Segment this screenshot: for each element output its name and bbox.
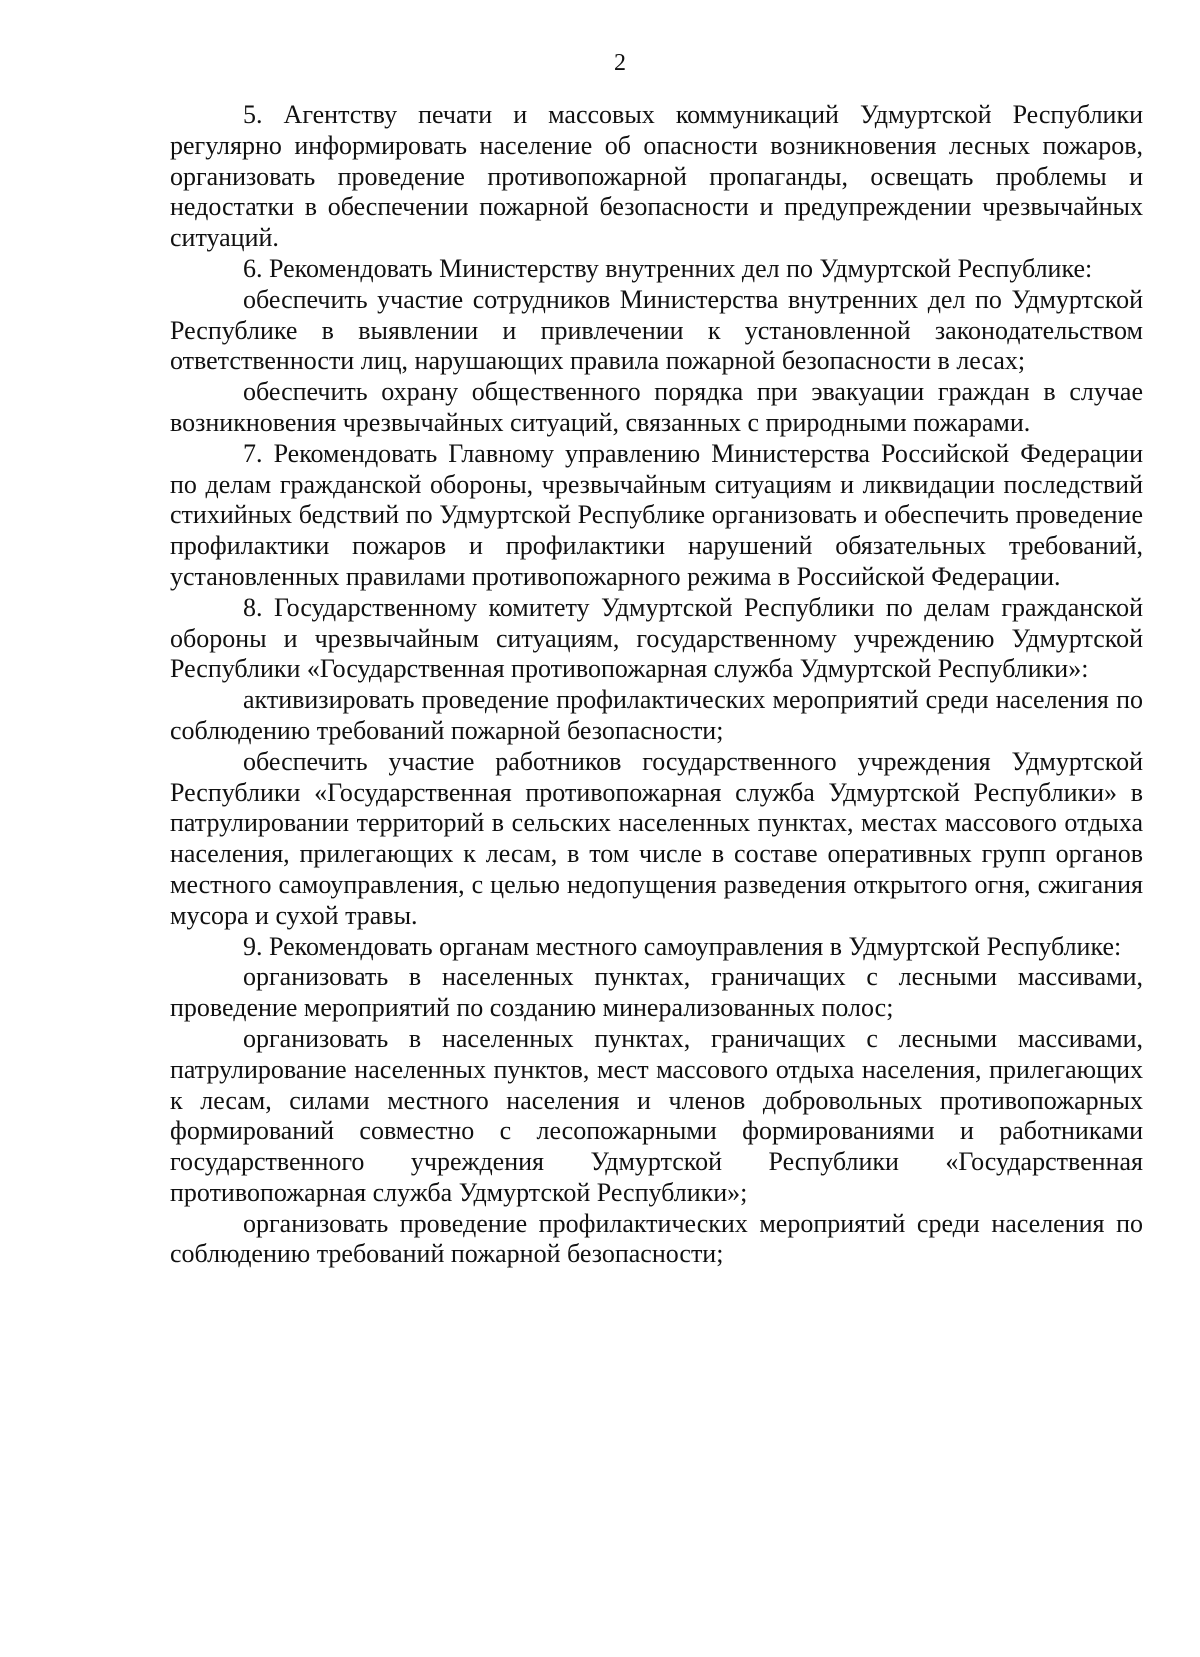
- paragraph-9-subitem-2: организовать в населенных пунктах, граничащих с лесными массивами, патрулирование населенных пунктов, мест массового отдыха населения, прилегающих к лесам, силами местного населения и членов добровольных противопожарных формирований совместно с лесопожарными формированиями и работниками государственного учреждения Удмуртской Республики «Государственная противопожарная служба Удмуртской Республики»;: [170, 1023, 1143, 1207]
- paragraph-9-subitem-3: организовать проведение профилактических мероприятий среди населения по соблюдению требований пожарной безопасности;: [170, 1208, 1143, 1269]
- paragraph-item-6: 6. Рекомендовать Министерству внутренних дел по Удмуртской Республике:: [243, 253, 1093, 283]
- paragraph-item-9: 9. Рекомендовать органам местного самоуправления в Удмуртской Республике:: [243, 931, 1122, 961]
- document-body: [170, 100, 1143, 1270]
- paragraph-item-8: 8. Государственному комитету Удмуртской Республики по делам гражданской обороны и чрезвычайным ситуациям, государственному учреждению Удмуртской Республики «Государственная противопожарная служба Удмуртской Республики»:: [170, 592, 1143, 684]
- paragraph-item-5: 5. Агентству печати и массовых коммуникаций Удмуртской Республики регулярно информировать население об опасности возникновения лесных пожаров, организовать проведение противопожарной пропаганды, освещать проблемы и недостатки в обеспечении пожарной безопасности и предупреждении чрезвычайных ситуаций.: [170, 100, 1143, 253]
- paragraph-9-subitem-1: организовать в населенных пунктах, граничащих с лесными массивами, проведение мероприятий по созданию минерализованных полос;: [170, 962, 1143, 1023]
- paragraph-6-subitem-2: обеспечить охрану общественного порядка при эвакуации граждан в случае возникновения чрезвычайных ситуаций, связанных с природными пожарами.: [170, 377, 1143, 437]
- page-number: 2: [614, 50, 626, 76]
- paragraph-8-subitem-1: активизировать проведение профилактических мероприятий среди населения по соблюдению требований пожарной безопасности;: [170, 685, 1143, 745]
- paragraph-6-subitem-1: обеспечить участие сотрудников Министерства внутренних дел по Удмуртской Республике в выявлении и привлечении к установленной законодательством ответственности лиц, нарушающих правила пожарной безопасности в лесах;: [170, 284, 1143, 376]
- paragraph-item-7: 7. Рекомендовать Главному управлению Министерства Российской Федерации по делам гражданской обороны, чрезвычайным ситуациям и ликвидации последствий стихийных бедствий по Удмуртской Республике организовать и обеспечить проведение профилактики пожаров и профилактики нарушений обязательных требований, установленных правилами противопожарного режима в Российской Федерации.: [170, 438, 1143, 591]
- paragraph-8-subitem-2: обеспечить участие работников государственного учреждения Удмуртской Республики «Государственная противопожарная служба Удмуртской Республики» в патрулировании территорий в сельских населенных пунктах, местах массового отдыха населения, прилегающих к лесам, в том числе в составе оперативных групп органов местного самоуправления, с целью недопущения разведения открытого огня, сжигания мусора и сухой травы.: [170, 746, 1143, 930]
